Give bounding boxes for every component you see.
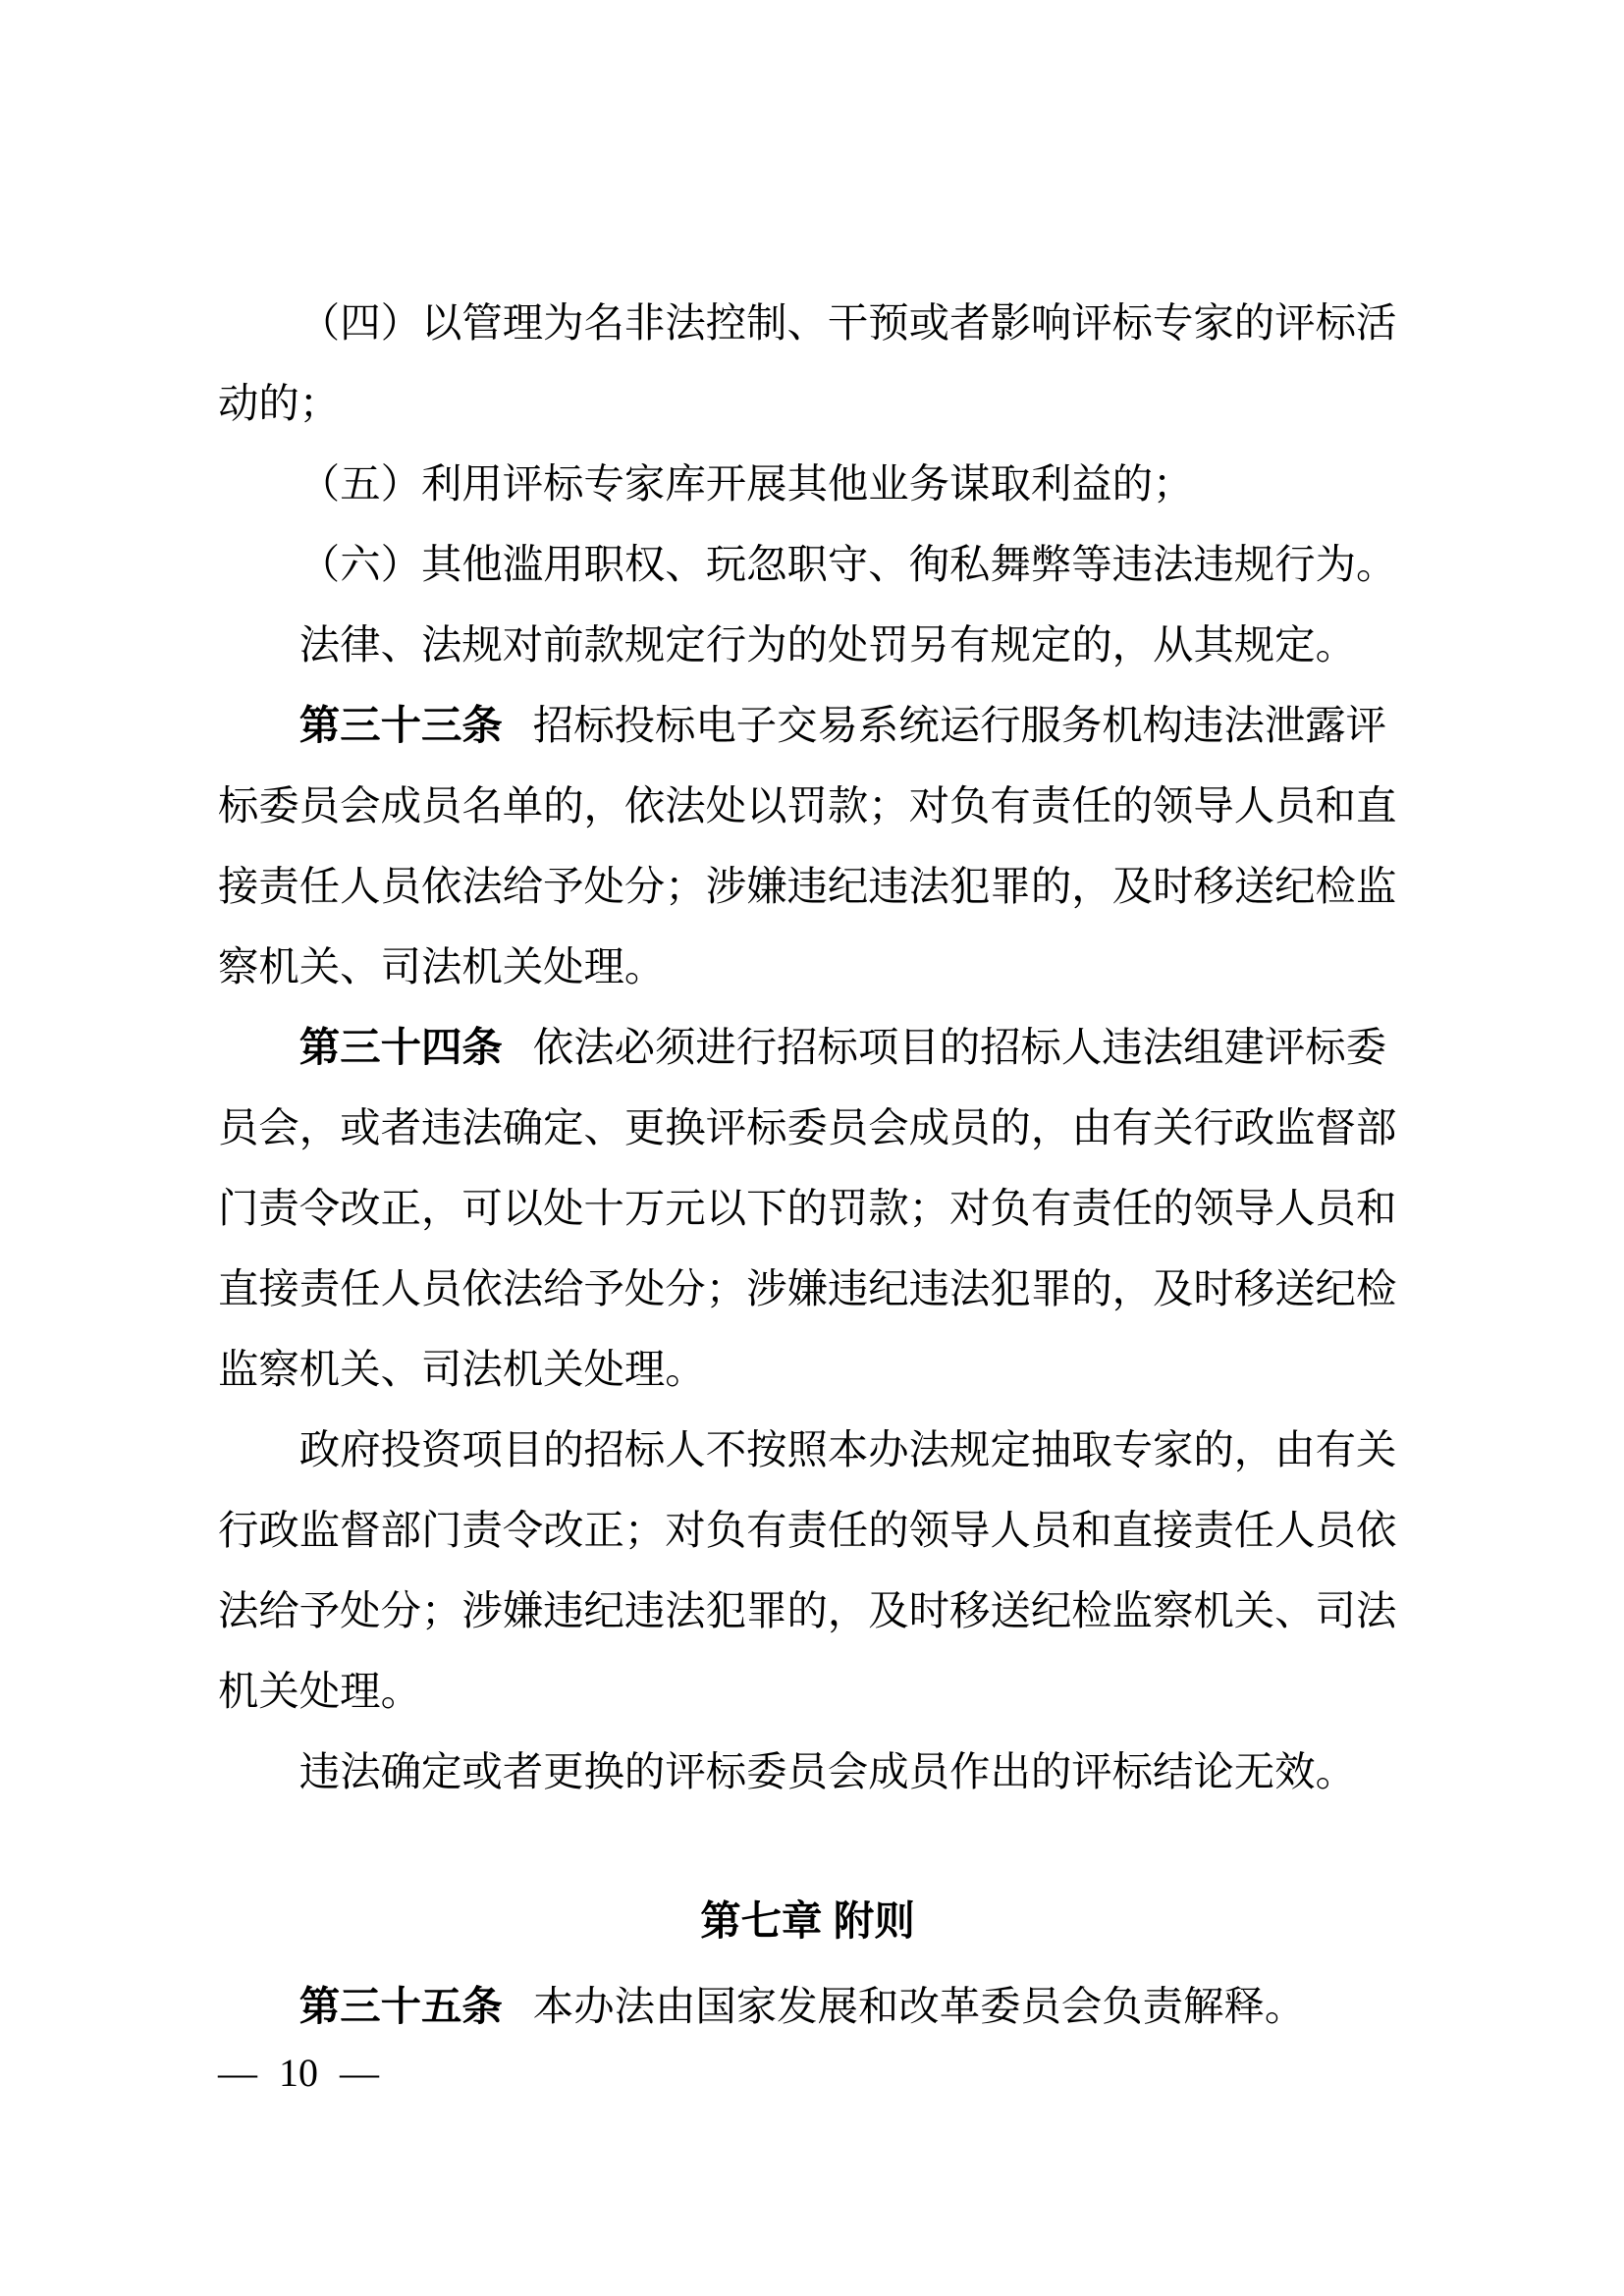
text-line	[218, 1410, 1397, 1490]
text-run: 本办法由国家发展和改革委员会负责解释。	[522, 1984, 1306, 2029]
text-line	[218, 1490, 1397, 1571]
text-run: （五）利用评标专家库开展其他业务谋取利益的；	[298, 461, 1194, 507]
text-line	[218, 1881, 1397, 1961]
document-body	[218, 283, 1397, 2047]
text-line	[218, 283, 1397, 363]
text-line	[218, 927, 1397, 1007]
text-line	[218, 363, 1397, 444]
paragraph	[218, 444, 1397, 524]
paragraph	[218, 524, 1397, 605]
text-line	[218, 444, 1397, 524]
paragraph	[218, 1410, 1397, 1732]
chapter-heading	[218, 1881, 1397, 1961]
text-run: 标委员会成员名单的，依法处以罚款；对负有责任的领导人员和直	[218, 783, 1397, 828]
text-run: 察机关、司法机关处理。	[218, 944, 666, 989]
text-run: 招标投标电子交易系统运行服务机构违法泄露评	[522, 703, 1387, 748]
text-line	[218, 1007, 1397, 1088]
text-run: 行政监督部门责令改正；对负有责任的领导人员和直接责任人员依	[218, 1508, 1397, 1553]
text-run: 直接责任人员依法给予处分；涉嫌违纪违法犯罪的，及时移送纪检	[218, 1266, 1397, 1311]
text-line	[218, 685, 1397, 766]
document-page	[218, 283, 1397, 2096]
text-line	[218, 1249, 1397, 1329]
article-number-bold-run: 第三十三条	[298, 703, 503, 748]
text-line	[218, 1571, 1397, 1651]
text-run: 违法确定或者更换的评标委员会成员作出的评标结论无效。	[298, 1749, 1356, 1794]
text-line	[218, 524, 1397, 605]
text-run: （四）以管理为名非法控制、干预或者影响评标专家的评标活	[298, 300, 1397, 346]
text-line	[218, 1732, 1397, 1812]
paragraph	[218, 283, 1397, 444]
article-number-bold-run: 第三十五条	[298, 1984, 503, 2029]
text-run: 法给予处分；涉嫌违纪违法犯罪的，及时移送纪检监察机关、司法	[218, 1588, 1397, 1633]
text-run: 门责令改正，可以处十万元以下的罚款；对负有责任的领导人员和	[218, 1186, 1397, 1231]
text-line	[218, 1088, 1397, 1168]
text-run: 员会，或者违法确定、更换评标委员会成员的，由有关行政监督部	[218, 1105, 1397, 1150]
paragraph	[218, 1007, 1397, 1410]
text-run: （六）其他滥用职权、玩忽职守、徇私舞弊等违法违规行为。	[298, 542, 1397, 587]
text-line	[218, 1329, 1397, 1410]
paragraph	[218, 1966, 1397, 2047]
text-run: 政府投资项目的招标人不按照本办法规定抽取专家的，由有关	[298, 1427, 1397, 1472]
text-run: 接责任人员依法给予处分；涉嫌违纪违法犯罪的，及时移送纪检监	[218, 864, 1397, 909]
page-number: — 10 —	[218, 2051, 379, 2095]
text-line	[218, 1168, 1397, 1249]
paragraph	[218, 605, 1397, 685]
text-run: 监察机关、司法机关处理。	[218, 1347, 706, 1392]
text-line	[218, 605, 1397, 685]
text-run: 动的；	[218, 381, 341, 426]
text-run: 法律、法规对前款规定行为的处罚另有规定的，从其规定。	[298, 622, 1356, 667]
article-number-bold-run: 第三十四条	[298, 1025, 503, 1070]
text-line	[218, 846, 1397, 927]
text-run: 机关处理。	[218, 1669, 421, 1714]
text-run: 依法必须进行招标项目的招标人违法组建评标委	[522, 1025, 1387, 1070]
text-line	[218, 766, 1397, 846]
paragraph	[218, 685, 1397, 1007]
article-number-bold-run: 第七章 附则	[700, 1898, 915, 1944]
text-line	[218, 1966, 1397, 2047]
paragraph	[218, 1732, 1397, 1812]
text-line	[218, 1651, 1397, 1732]
